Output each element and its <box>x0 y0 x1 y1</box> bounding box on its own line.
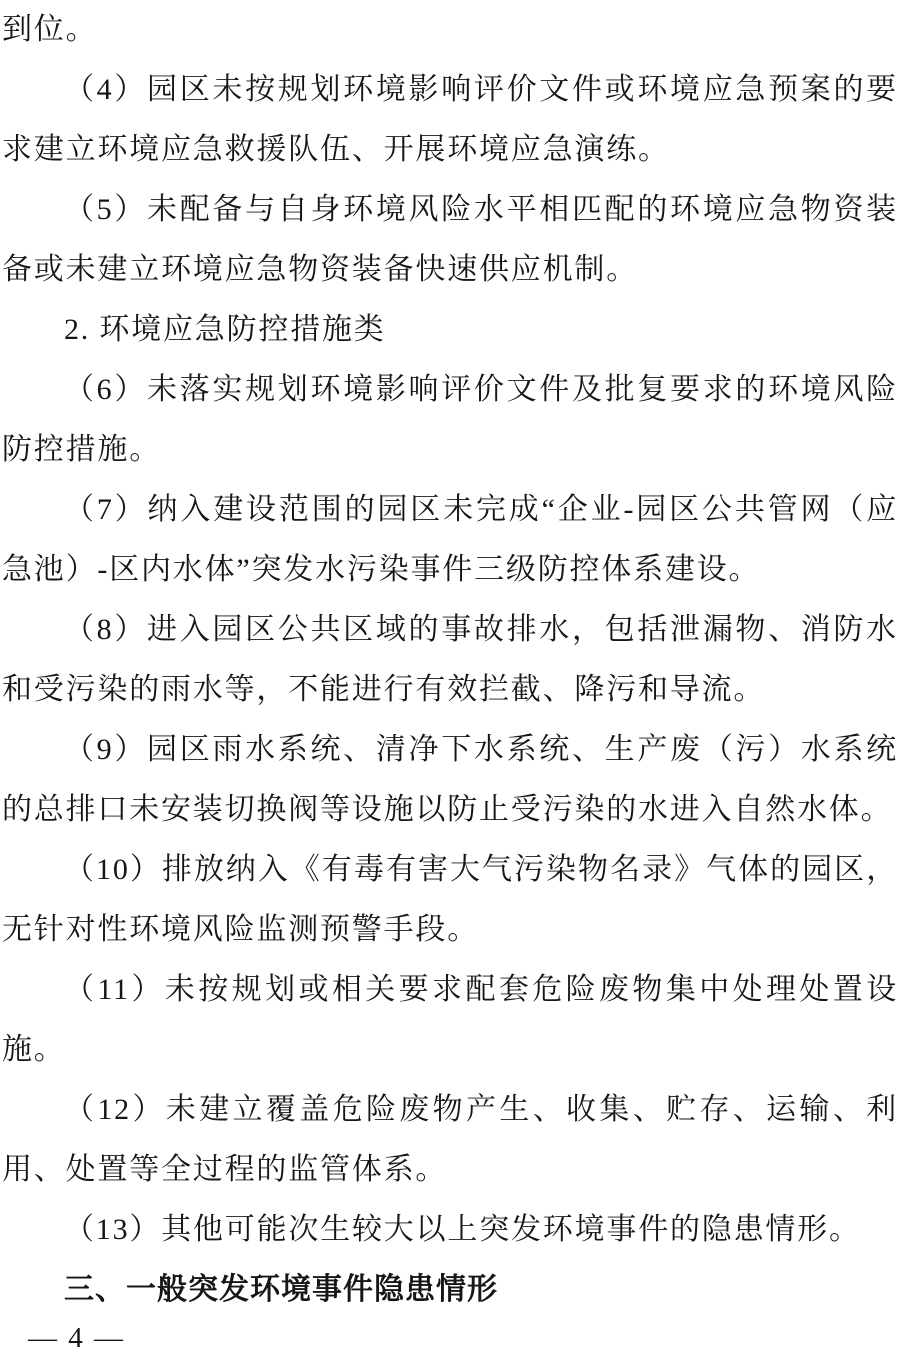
section-heading-3: 三、一般突发环境事件隐患情形 <box>64 1273 498 1306</box>
page-number: — 4 — <box>28 1322 125 1354</box>
item-10: （10）排放纳入《有毒有害大气污染物名录》气体的园区，无针对性环境风险监测预警手段。 <box>2 853 898 946</box>
item-6: （6）未落实规划环境影响评价文件及批复要求的环境风险防控措施。 <box>2 373 898 466</box>
item-4: （4）园区未按规划环境影响评价文件或环境应急预案的要求建立环境应急救援队伍、开展环境应急演练。 <box>2 73 898 166</box>
item-11: （11）未按规划或相关要求配套危险废物集中处理处置设施。 <box>2 973 898 1066</box>
item-12: （12）未建立覆盖危险废物产生、收集、贮存、运输、利用、处置等全过程的监管体系。 <box>2 1093 898 1186</box>
item-8: （8）进入园区公共区域的事故排水，包括泄漏物、消防水和受污染的雨水等，不能进行有效拦截、降污和导流。 <box>2 613 898 706</box>
paragraph-continuation: 到位。 <box>2 13 98 46</box>
subsection-heading-2: 2. 环境应急防控措施类 <box>64 313 386 346</box>
item-9: （9）园区雨水系统、清净下水系统、生产废（污）水系统的总排口未安装切换阀等设施以防止受污染的水进入自然水体。 <box>2 733 898 826</box>
item-5: （5）未配备与自身环境风险水平相匹配的环境应急物资装备或未建立环境应急物资装备快速供应机制。 <box>2 193 898 286</box>
item-13: （13）其他可能次生较大以上突发环境事件的隐患情形。 <box>64 1213 861 1246</box>
item-7: （7）纳入建设范围的园区未完成“企业-园区公共管网（应急池）-区内水体”突发水污染事件三级防控体系建设。 <box>2 493 898 586</box>
